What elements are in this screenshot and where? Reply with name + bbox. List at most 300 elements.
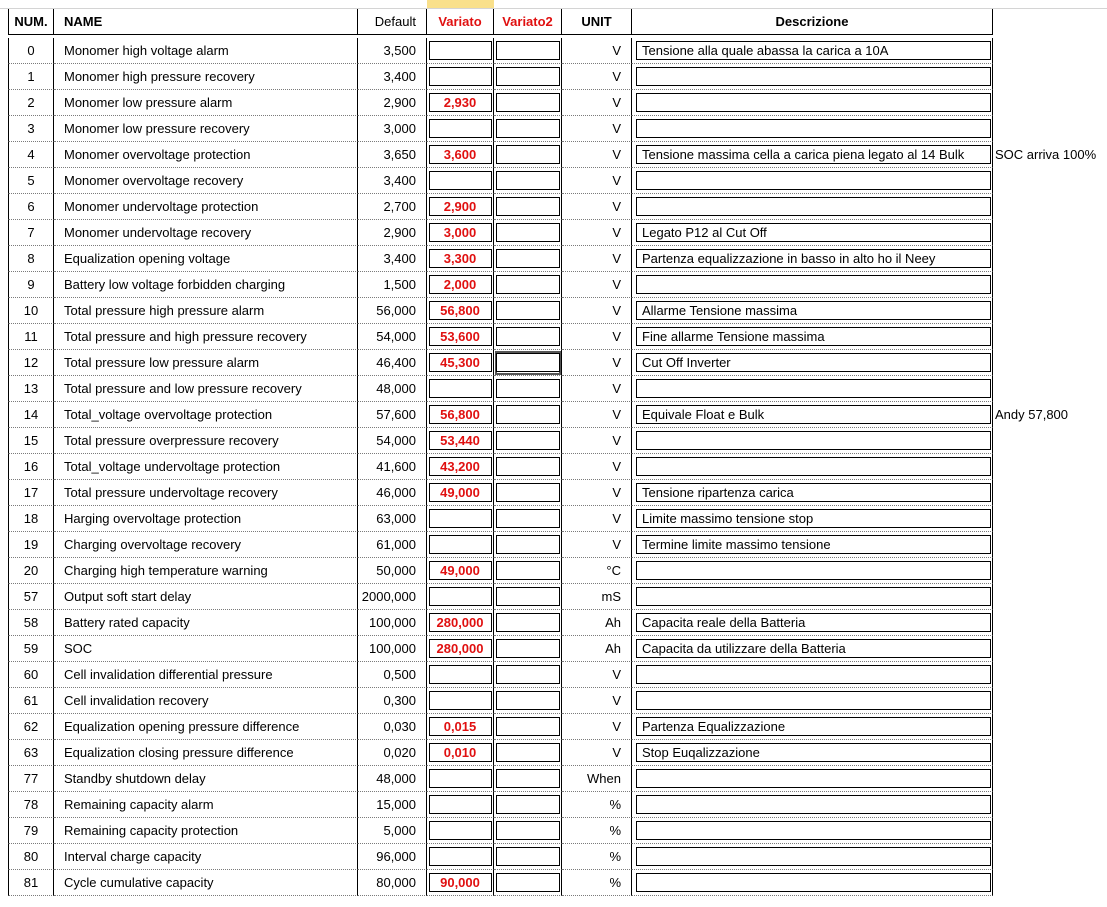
cell-name[interactable]: SOC	[54, 636, 358, 662]
cell-unit[interactable]: V	[562, 480, 632, 506]
cell-variato[interactable]	[427, 220, 494, 246]
cell-note[interactable]	[993, 246, 1107, 272]
cell-variato[interactable]	[427, 64, 494, 90]
cell-num[interactable]: 9	[8, 272, 54, 298]
descrizione-box	[636, 93, 991, 112]
header-variato[interactable]: Variato	[427, 9, 494, 35]
cell-default[interactable]: 3,500	[358, 38, 427, 64]
cell-unit[interactable]: V	[562, 272, 632, 298]
cell-default[interactable]: 2,900	[358, 220, 427, 246]
cell-name[interactable]: Monomer high pressure recovery	[54, 64, 358, 90]
cell-variato2[interactable]	[494, 64, 562, 90]
cell-unit[interactable]: mS	[562, 584, 632, 610]
cell-descrizione[interactable]	[632, 298, 993, 324]
cell-variato2[interactable]	[494, 636, 562, 662]
cell-variato2[interactable]	[494, 194, 562, 220]
descrizione-value: Partenza equalizzazione in basso in alto ho il Neey	[642, 251, 936, 266]
variato2-box	[496, 613, 560, 632]
cell-num[interactable]: 18	[8, 506, 54, 532]
cell-unit[interactable]: °C	[562, 558, 632, 584]
cell-name[interactable]: Monomer low pressure recovery	[54, 116, 358, 142]
cell-num[interactable]: 8	[8, 246, 54, 272]
cell-variato2[interactable]	[494, 480, 562, 506]
cell-name[interactable]: Total pressure and high pressure recovery	[54, 324, 358, 350]
cell-note[interactable]	[993, 870, 1107, 896]
cell-variato[interactable]	[427, 350, 494, 376]
variato-value: 43,200	[440, 459, 480, 474]
variato-box	[429, 665, 492, 684]
cell-variato[interactable]	[427, 636, 494, 662]
descrizione-value: Termine limite massimo tensione	[642, 537, 831, 552]
cell-note[interactable]	[993, 350, 1107, 376]
cell-default[interactable]: 1,500	[358, 272, 427, 298]
cell-variato2[interactable]	[494, 662, 562, 688]
cell-variato[interactable]	[427, 298, 494, 324]
cell-variato[interactable]	[427, 506, 494, 532]
cell-variato[interactable]	[427, 610, 494, 636]
cell-unit[interactable]: %	[562, 792, 632, 818]
cell-num[interactable]: 10	[8, 298, 54, 324]
cell-variato[interactable]	[427, 844, 494, 870]
cell-variato[interactable]	[427, 558, 494, 584]
cell-name[interactable]: Remaining capacity protection	[54, 818, 358, 844]
cell-default[interactable]: 100,000	[358, 636, 427, 662]
cell-variato[interactable]	[427, 376, 494, 402]
cell-default[interactable]: 0,030	[358, 714, 427, 740]
cell-num[interactable]: 80	[8, 844, 54, 870]
cell-descrizione[interactable]	[632, 90, 993, 116]
descrizione-box	[636, 587, 991, 606]
cell-num[interactable]: 12	[8, 350, 54, 376]
cell-num[interactable]: 16	[8, 454, 54, 480]
cell-default[interactable]: 100,000	[358, 610, 427, 636]
cell-variato[interactable]	[427, 714, 494, 740]
cell-variato[interactable]	[427, 766, 494, 792]
cell-variato2[interactable]	[494, 246, 562, 272]
cell-variato[interactable]	[427, 792, 494, 818]
cell-name[interactable]: Monomer overvoltage recovery	[54, 168, 358, 194]
cell-variato[interactable]	[427, 870, 494, 896]
table-row	[0, 168, 1107, 194]
cell-variato2[interactable]	[494, 844, 562, 870]
cell-variato2[interactable]	[494, 90, 562, 116]
cell-descrizione[interactable]	[632, 792, 993, 818]
cell-unit[interactable]: %	[562, 844, 632, 870]
cell-default[interactable]: 54,000	[358, 324, 427, 350]
cell-variato2[interactable]	[494, 350, 562, 376]
cell-note[interactable]	[993, 376, 1107, 402]
cell-default[interactable]: 15,000	[358, 792, 427, 818]
cell-num[interactable]: 77	[8, 766, 54, 792]
variato2-box	[496, 171, 560, 190]
cell-name[interactable]: Cell invalidation differential pressure	[54, 662, 358, 688]
cell-name[interactable]: Total pressure high pressure alarm	[54, 298, 358, 324]
cell-descrizione[interactable]	[632, 870, 993, 896]
cell-default[interactable]: 0,020	[358, 740, 427, 766]
cell-num[interactable]: 60	[8, 662, 54, 688]
variato2-box	[496, 483, 560, 502]
cell-note[interactable]	[993, 532, 1107, 558]
cell-variato2[interactable]	[494, 818, 562, 844]
cell-unit[interactable]: V	[562, 116, 632, 142]
cell-unit[interactable]: V	[562, 402, 632, 428]
cell-unit[interactable]: V	[562, 142, 632, 168]
cell-descrizione[interactable]	[632, 272, 993, 298]
cell-name[interactable]: Equalization opening pressure difference	[54, 714, 358, 740]
cell-note[interactable]	[993, 38, 1107, 64]
cell-variato2[interactable]	[494, 454, 562, 480]
header-descrizione[interactable]: Descrizione	[632, 9, 993, 35]
cell-default[interactable]: 57,600	[358, 402, 427, 428]
cell-note[interactable]	[993, 324, 1107, 350]
cell-unit[interactable]: V	[562, 688, 632, 714]
cell-note[interactable]	[993, 662, 1107, 688]
cell-note[interactable]	[993, 740, 1107, 766]
cell-default[interactable]: 61,000	[358, 532, 427, 558]
cell-unit[interactable]: %	[562, 818, 632, 844]
cell-variato2[interactable]	[494, 272, 562, 298]
cell-variato[interactable]	[427, 90, 494, 116]
cell-default[interactable]: 50,000	[358, 558, 427, 584]
cell-num[interactable]: 62	[8, 714, 54, 740]
variato2-box	[496, 561, 560, 580]
cell-name[interactable]: Total_voltage overvoltage protection	[54, 402, 358, 428]
table-row	[0, 818, 1107, 844]
cell-descrizione[interactable]	[632, 532, 993, 558]
cell-variato2[interactable]	[494, 142, 562, 168]
cell-num[interactable]: 63	[8, 740, 54, 766]
cell-note[interactable]	[993, 194, 1107, 220]
cell-note[interactable]	[993, 454, 1107, 480]
cell-variato2[interactable]	[494, 298, 562, 324]
variato2-box	[496, 249, 560, 268]
cell-descrizione[interactable]	[632, 376, 993, 402]
cell-note[interactable]	[993, 636, 1107, 662]
cell-descrizione[interactable]	[632, 38, 993, 64]
cell-unit[interactable]: V	[562, 90, 632, 116]
cell-unit[interactable]: Ah	[562, 610, 632, 636]
cell-variato2[interactable]	[494, 714, 562, 740]
cell-variato[interactable]	[427, 246, 494, 272]
cell-descrizione[interactable]	[632, 324, 993, 350]
cell-note[interactable]	[993, 428, 1107, 454]
table-row	[0, 428, 1107, 454]
variato2-box	[496, 405, 560, 424]
cell-variato[interactable]	[427, 168, 494, 194]
header-unit[interactable]: UNIT	[562, 9, 632, 35]
cell-num[interactable]: 7	[8, 220, 54, 246]
cell-variato2[interactable]	[494, 324, 562, 350]
cell-name[interactable]: Equalization opening voltage	[54, 246, 358, 272]
cell-descrizione[interactable]	[632, 636, 993, 662]
cell-default[interactable]: 96,000	[358, 844, 427, 870]
cell-descrizione[interactable]	[632, 454, 993, 480]
cell-variato[interactable]	[427, 662, 494, 688]
cell-unit[interactable]: V	[562, 298, 632, 324]
cell-num[interactable]: 11	[8, 324, 54, 350]
header-variato2[interactable]: Variato2	[494, 9, 562, 35]
cell-unit[interactable]: %	[562, 870, 632, 896]
cell-default[interactable]: 2000,000	[358, 584, 427, 610]
cell-name[interactable]: Remaining capacity alarm	[54, 792, 358, 818]
cell-descrizione[interactable]	[632, 558, 993, 584]
cell-unit[interactable]: V	[562, 506, 632, 532]
cell-default[interactable]: 80,000	[358, 870, 427, 896]
cell-note[interactable]	[993, 818, 1107, 844]
cell-descrizione[interactable]	[632, 116, 993, 142]
cell-name[interactable]: Output soft start delay	[54, 584, 358, 610]
cell-descrizione[interactable]	[632, 194, 993, 220]
cell-default[interactable]: 3,400	[358, 246, 427, 272]
cell-descrizione[interactable]	[632, 142, 993, 168]
cell-descrizione[interactable]	[632, 610, 993, 636]
cell-variato2[interactable]	[494, 428, 562, 454]
cell-descrizione[interactable]	[632, 220, 993, 246]
cell-descrizione[interactable]	[632, 662, 993, 688]
cell-num[interactable]: 81	[8, 870, 54, 896]
cell-variato[interactable]	[427, 688, 494, 714]
cell-default[interactable]: 2,900	[358, 90, 427, 116]
cell-variato[interactable]	[427, 194, 494, 220]
cell-unit[interactable]: V	[562, 532, 632, 558]
cell-name[interactable]: Interval charge capacity	[54, 844, 358, 870]
cell-note[interactable]	[993, 272, 1107, 298]
cell-descrizione[interactable]	[632, 844, 993, 870]
cell-variato2[interactable]	[494, 558, 562, 584]
cell-descrizione[interactable]	[632, 168, 993, 194]
cell-default[interactable]: 0,500	[358, 662, 427, 688]
cell-name[interactable]: Monomer overvoltage protection	[54, 142, 358, 168]
cell-name[interactable]: Battery rated capacity	[54, 610, 358, 636]
cell-descrizione[interactable]	[632, 480, 993, 506]
cell-default[interactable]: 48,000	[358, 766, 427, 792]
cell-name[interactable]: Monomer undervoltage protection	[54, 194, 358, 220]
cell-unit[interactable]: V	[562, 662, 632, 688]
cell-descrizione[interactable]	[632, 688, 993, 714]
cell-descrizione[interactable]	[632, 818, 993, 844]
cell-descrizione[interactable]	[632, 428, 993, 454]
cell-name[interactable]: Battery low voltage forbidden charging	[54, 272, 358, 298]
descrizione-box	[636, 769, 991, 788]
cell-unit[interactable]: V	[562, 714, 632, 740]
cell-num[interactable]: 15	[8, 428, 54, 454]
cell-default[interactable]: 0,300	[358, 688, 427, 714]
cell-unit[interactable]: V	[562, 454, 632, 480]
cell-variato[interactable]	[427, 584, 494, 610]
cell-num[interactable]: 57	[8, 584, 54, 610]
cell-note[interactable]	[993, 220, 1107, 246]
cell-variato[interactable]	[427, 818, 494, 844]
cell-default[interactable]: 3,400	[358, 168, 427, 194]
header-note[interactable]	[993, 9, 1107, 35]
cell-default[interactable]: 46,400	[358, 350, 427, 376]
cell-note[interactable]	[993, 168, 1107, 194]
cell-unit[interactable]: V	[562, 64, 632, 90]
cell-default[interactable]: 3,650	[358, 142, 427, 168]
cell-num[interactable]: 13	[8, 376, 54, 402]
cell-num[interactable]: 0	[8, 38, 54, 64]
cell-unit[interactable]: Ah	[562, 636, 632, 662]
cell-note[interactable]	[993, 714, 1107, 740]
cell-note[interactable]	[993, 116, 1107, 142]
cell-variato[interactable]	[427, 402, 494, 428]
cell-note[interactable]	[993, 558, 1107, 584]
table-row	[0, 90, 1107, 116]
cell-num[interactable]: 2	[8, 90, 54, 116]
cell-note[interactable]: Andy 57,800	[995, 407, 1069, 422]
cell-variato[interactable]	[427, 324, 494, 350]
cell-variato[interactable]	[427, 272, 494, 298]
cell-note[interactable]: SOC arriva 100%	[995, 147, 1097, 162]
cell-variato2[interactable]	[494, 38, 562, 64]
variato-box	[429, 795, 492, 814]
cell-note[interactable]	[993, 792, 1107, 818]
cell-unit[interactable]: V	[562, 376, 632, 402]
cell-name[interactable]: Equalization closing pressure difference	[54, 740, 358, 766]
cell-name[interactable]: Standby shutdown delay	[54, 766, 358, 792]
cell-variato2[interactable]	[494, 740, 562, 766]
cell-name[interactable]: Charging overvoltage recovery	[54, 532, 358, 558]
cell-unit[interactable]: V	[562, 324, 632, 350]
cell-variato2[interactable]	[494, 220, 562, 246]
cell-unit[interactable]: V	[562, 350, 632, 376]
cell-note[interactable]	[993, 766, 1107, 792]
cell-variato[interactable]	[427, 116, 494, 142]
cell-unit[interactable]: When	[562, 766, 632, 792]
cell-variato2[interactable]	[494, 376, 562, 402]
cell-default[interactable]: 5,000	[358, 818, 427, 844]
cell-descrizione[interactable]	[632, 350, 993, 376]
cell-name[interactable]: Total pressure low pressure alarm	[54, 350, 358, 376]
descrizione-box	[636, 873, 991, 892]
header-name[interactable]: NAME	[54, 9, 358, 35]
cell-variato2[interactable]	[494, 168, 562, 194]
cell-num[interactable]: 78	[8, 792, 54, 818]
cell-name[interactable]: Harging overvoltage protection	[54, 506, 358, 532]
header-num[interactable]: NUM.	[8, 9, 54, 35]
cell-descrizione[interactable]	[632, 402, 993, 428]
cell-variato2[interactable]	[494, 870, 562, 896]
cell-num[interactable]: 3	[8, 116, 54, 142]
cell-descrizione[interactable]	[632, 506, 993, 532]
table-row	[0, 766, 1107, 792]
cell-note[interactable]	[993, 90, 1107, 116]
table-row	[0, 376, 1107, 402]
selected-column-indicator	[427, 0, 494, 8]
cell-variato2[interactable]	[494, 792, 562, 818]
cell-descrizione[interactable]	[632, 64, 993, 90]
cell-num[interactable]: 59	[8, 636, 54, 662]
header-default[interactable]: Default	[358, 9, 427, 35]
cell-descrizione[interactable]	[632, 766, 993, 792]
cell-note[interactable]	[993, 480, 1107, 506]
cell-variato2[interactable]	[494, 506, 562, 532]
cell-variato[interactable]	[427, 142, 494, 168]
cell-variato[interactable]	[427, 740, 494, 766]
cell-descrizione[interactable]	[632, 584, 993, 610]
cell-name[interactable]: Monomer undervoltage recovery	[54, 220, 358, 246]
cell-unit[interactable]: V	[562, 220, 632, 246]
cell-num[interactable]: 58	[8, 610, 54, 636]
cell-default[interactable]: 54,000	[358, 428, 427, 454]
cell-default[interactable]: 48,000	[358, 376, 427, 402]
cell-default[interactable]: 56,000	[358, 298, 427, 324]
descrizione-value: Tensione alla quale abassa la carica a 10A	[642, 43, 889, 58]
cell-variato2[interactable]	[494, 402, 562, 428]
cell-name[interactable]: Charging high temperature warning	[54, 558, 358, 584]
cell-note[interactable]	[993, 584, 1107, 610]
cell-variato2[interactable]	[494, 766, 562, 792]
cell-num[interactable]: 79	[8, 818, 54, 844]
variato2-box	[496, 93, 560, 112]
cell-variato2[interactable]	[494, 116, 562, 142]
cell-num[interactable]: 17	[8, 480, 54, 506]
cell-note[interactable]	[993, 844, 1107, 870]
cell-note[interactable]	[993, 64, 1107, 90]
cell-num[interactable]: 6	[8, 194, 54, 220]
cell-default[interactable]: 46,000	[358, 480, 427, 506]
cell-variato[interactable]	[427, 38, 494, 64]
cell-name[interactable]: Monomer low pressure alarm	[54, 90, 358, 116]
cell-num[interactable]: 1	[8, 64, 54, 90]
cell-note[interactable]	[993, 688, 1107, 714]
cell-default[interactable]: 3,400	[358, 64, 427, 90]
cell-variato[interactable]	[427, 480, 494, 506]
cell-num[interactable]: 5	[8, 168, 54, 194]
cell-variato[interactable]	[427, 428, 494, 454]
cell-note[interactable]	[993, 610, 1107, 636]
cell-default[interactable]: 41,600	[358, 454, 427, 480]
cell-unit[interactable]: V	[562, 246, 632, 272]
cell-note[interactable]	[993, 506, 1107, 532]
cell-name[interactable]: Cycle cumulative capacity	[54, 870, 358, 896]
cell-variato2[interactable]	[494, 532, 562, 558]
cell-unit[interactable]: V	[562, 168, 632, 194]
cell-variato2[interactable]	[494, 584, 562, 610]
cell-num[interactable]: 19	[8, 532, 54, 558]
cell-default[interactable]: 3,000	[358, 116, 427, 142]
cell-name[interactable]: Total pressure overpressure recovery	[54, 428, 358, 454]
cell-variato[interactable]	[427, 532, 494, 558]
cell-default[interactable]: 63,000	[358, 506, 427, 532]
cell-unit[interactable]: V	[562, 38, 632, 64]
cell-num[interactable]: 20	[8, 558, 54, 584]
cell-variato[interactable]	[427, 454, 494, 480]
cell-descrizione[interactable]	[632, 246, 993, 272]
cell-name[interactable]: Total pressure undervoltage recovery	[54, 480, 358, 506]
variato2-box	[496, 509, 560, 528]
cell-name[interactable]: Total pressure and low pressure recovery	[54, 376, 358, 402]
cell-unit[interactable]: V	[562, 740, 632, 766]
cell-name[interactable]: Cell invalidation recovery	[54, 688, 358, 714]
cell-variato2[interactable]	[494, 688, 562, 714]
cell-num[interactable]: 61	[8, 688, 54, 714]
cell-unit[interactable]: V	[562, 194, 632, 220]
cell-descrizione[interactable]	[632, 740, 993, 766]
cell-variato2[interactable]	[494, 610, 562, 636]
cell-num[interactable]: 4	[8, 142, 54, 168]
cell-note[interactable]	[993, 298, 1107, 324]
cell-unit[interactable]: V	[562, 428, 632, 454]
variato-box	[429, 41, 492, 60]
cell-descrizione[interactable]	[632, 714, 993, 740]
descrizione-box	[636, 847, 991, 866]
cell-name[interactable]: Total_voltage undervoltage protection	[54, 454, 358, 480]
cell-default[interactable]: 2,700	[358, 194, 427, 220]
cell-num[interactable]: 14	[8, 402, 54, 428]
variato-box	[429, 379, 492, 398]
cell-name[interactable]: Monomer high voltage alarm	[54, 38, 358, 64]
